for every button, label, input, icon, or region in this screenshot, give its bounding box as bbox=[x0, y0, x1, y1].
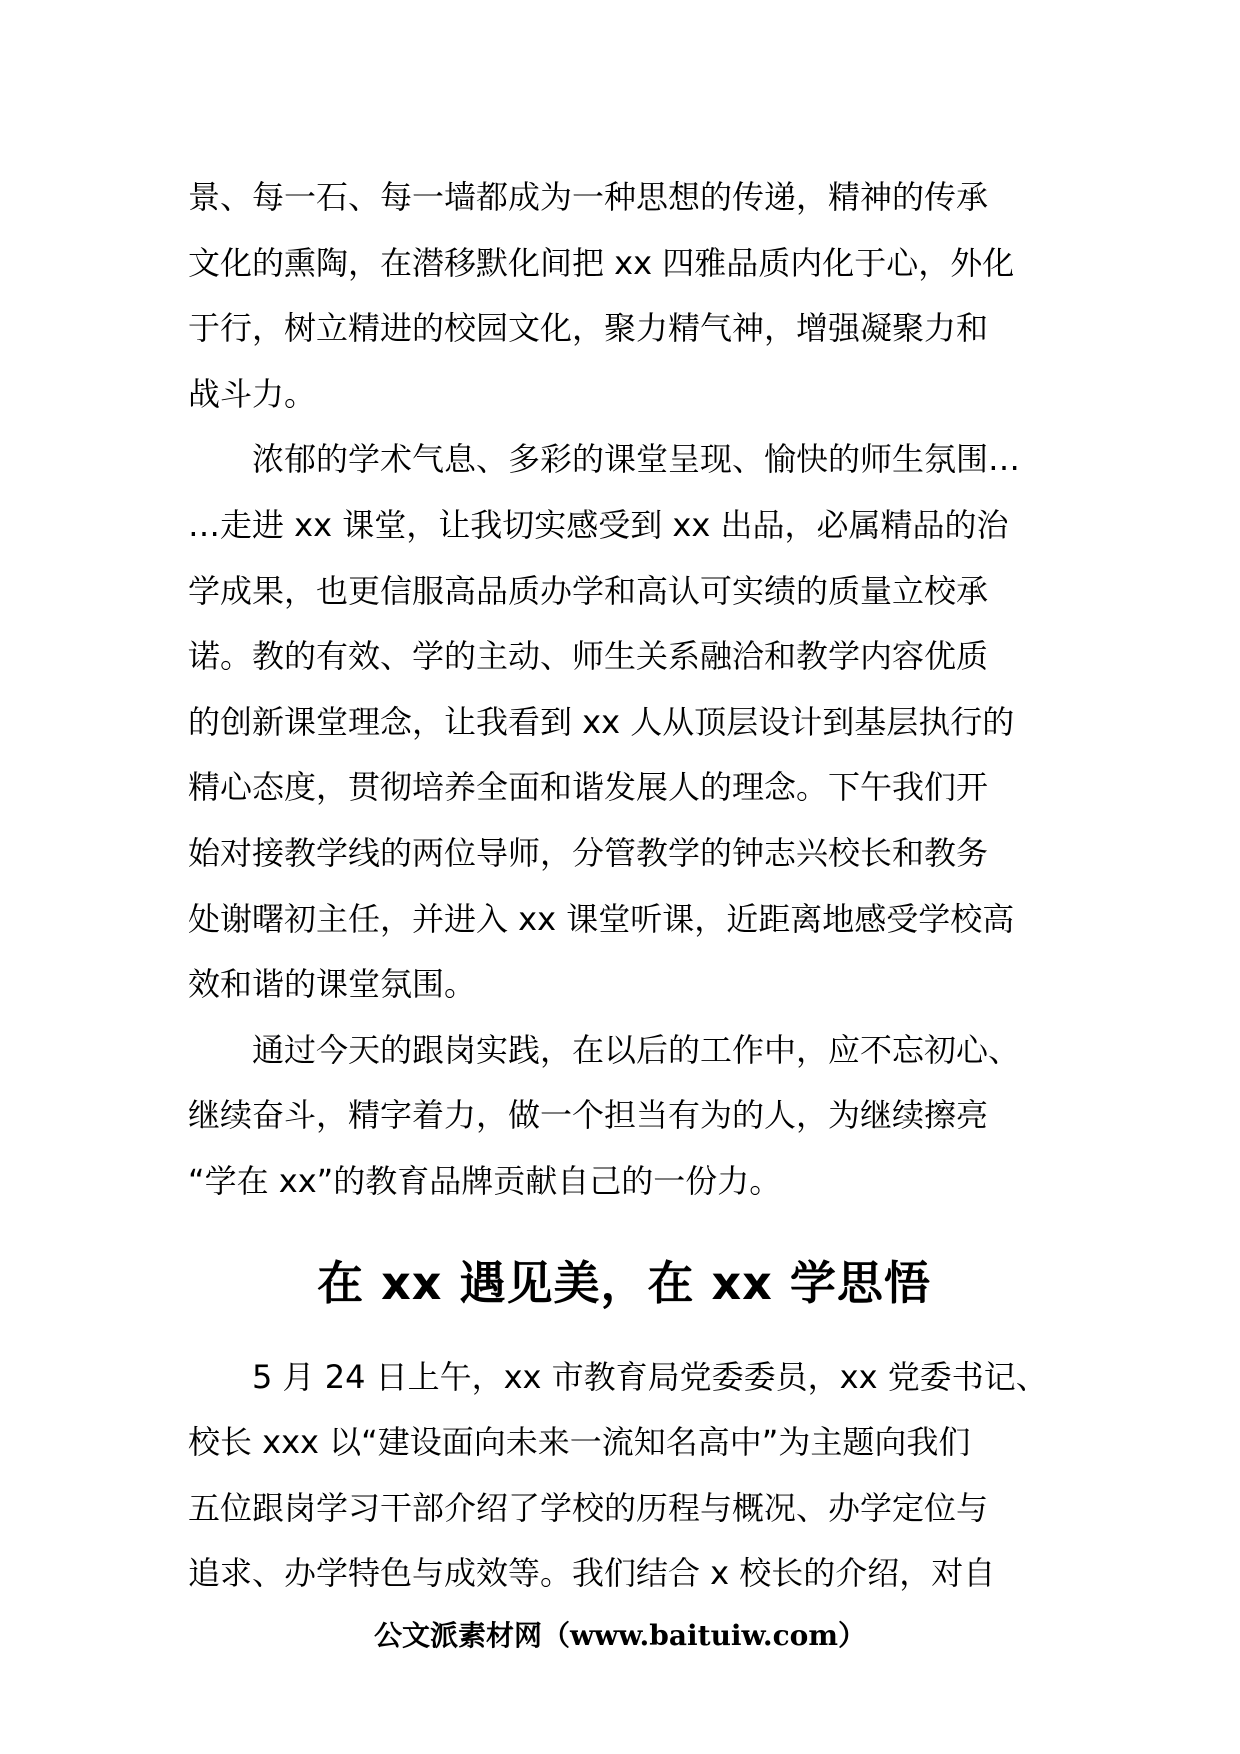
text-line: 5 月 24 日上午，xx 市教育局党委委员，xx 党委书记、 bbox=[252, 1357, 1048, 1396]
paragraph bbox=[188, 427, 1060, 1017]
text-line: 于行，树立精进的校园文化，聚力精气神，增强凝聚力和 bbox=[188, 309, 989, 348]
text-line: 战斗力。 bbox=[188, 374, 317, 413]
text-line: …走进 xx 课堂，让我切实感受到 xx 出品，必属精品的治 bbox=[188, 505, 1009, 544]
section-2 bbox=[188, 1345, 1060, 1607]
text-line: 处谢曙初主任，并进入 xx 课堂听课，近距离地感受学校高 bbox=[188, 899, 1015, 938]
text-line: 校长 xxx 以“建设面向未来一流知名高中”为主题向我们 bbox=[188, 1423, 971, 1462]
text-line: 追求、办学特色与成效等。我们结合 x 校长的介绍，对自 bbox=[188, 1554, 996, 1593]
text-line: 效和谐的课堂氛围。 bbox=[188, 965, 477, 1004]
paragraph bbox=[188, 1018, 1060, 1215]
text-line: 学成果，也更信服高品质办学和高认可实绩的质量立校承 bbox=[188, 571, 989, 610]
text-line: 诺。教的有效、学的主动、师生关系融洽和教学内容优质 bbox=[188, 637, 989, 676]
text-line: 精心态度，贯彻培养全面和谐发展人的理念。下午我们开 bbox=[188, 768, 989, 807]
paragraph bbox=[188, 165, 1060, 427]
text-line: 文化的熏陶，在潜移默化间把 xx 四雅品质内化于心，外化 bbox=[188, 243, 1015, 282]
text-line: 通过今天的跟岗实践，在以后的工作中，应不忘初心、 bbox=[252, 1030, 1021, 1069]
section-heading: 在 xx 遇见美，在 xx 学思悟 bbox=[317, 1255, 931, 1310]
text-line: 的创新课堂理念，让我看到 xx 人从顶层设计到基层执行的 bbox=[188, 702, 1015, 741]
footer-watermark: 公文派素材网（www.baituiw.com） bbox=[374, 1619, 866, 1652]
text-line: 景、每一石、每一墙都成为一种思想的传递，精神的传承 bbox=[188, 178, 989, 216]
text-line: “学在 xx”的教育品牌贡献自己的一份力。 bbox=[188, 1161, 782, 1200]
text-line: 五位跟岗学习干部介绍了学校的历程与概况、办学定位与 bbox=[188, 1488, 989, 1527]
text-line: 始对接教学线的两位导师，分管教学的钟志兴校长和教务 bbox=[188, 833, 989, 872]
text-line: 继续奋斗，精字着力，做一个担当有为的人，为继续擦亮 bbox=[188, 1096, 989, 1135]
text-line: 浓郁的学术气息、多彩的课堂呈现、愉快的师生氛围… bbox=[252, 440, 1021, 479]
paragraph bbox=[188, 1345, 1060, 1607]
section-1 bbox=[188, 165, 1060, 1215]
document-body bbox=[188, 165, 1060, 1607]
